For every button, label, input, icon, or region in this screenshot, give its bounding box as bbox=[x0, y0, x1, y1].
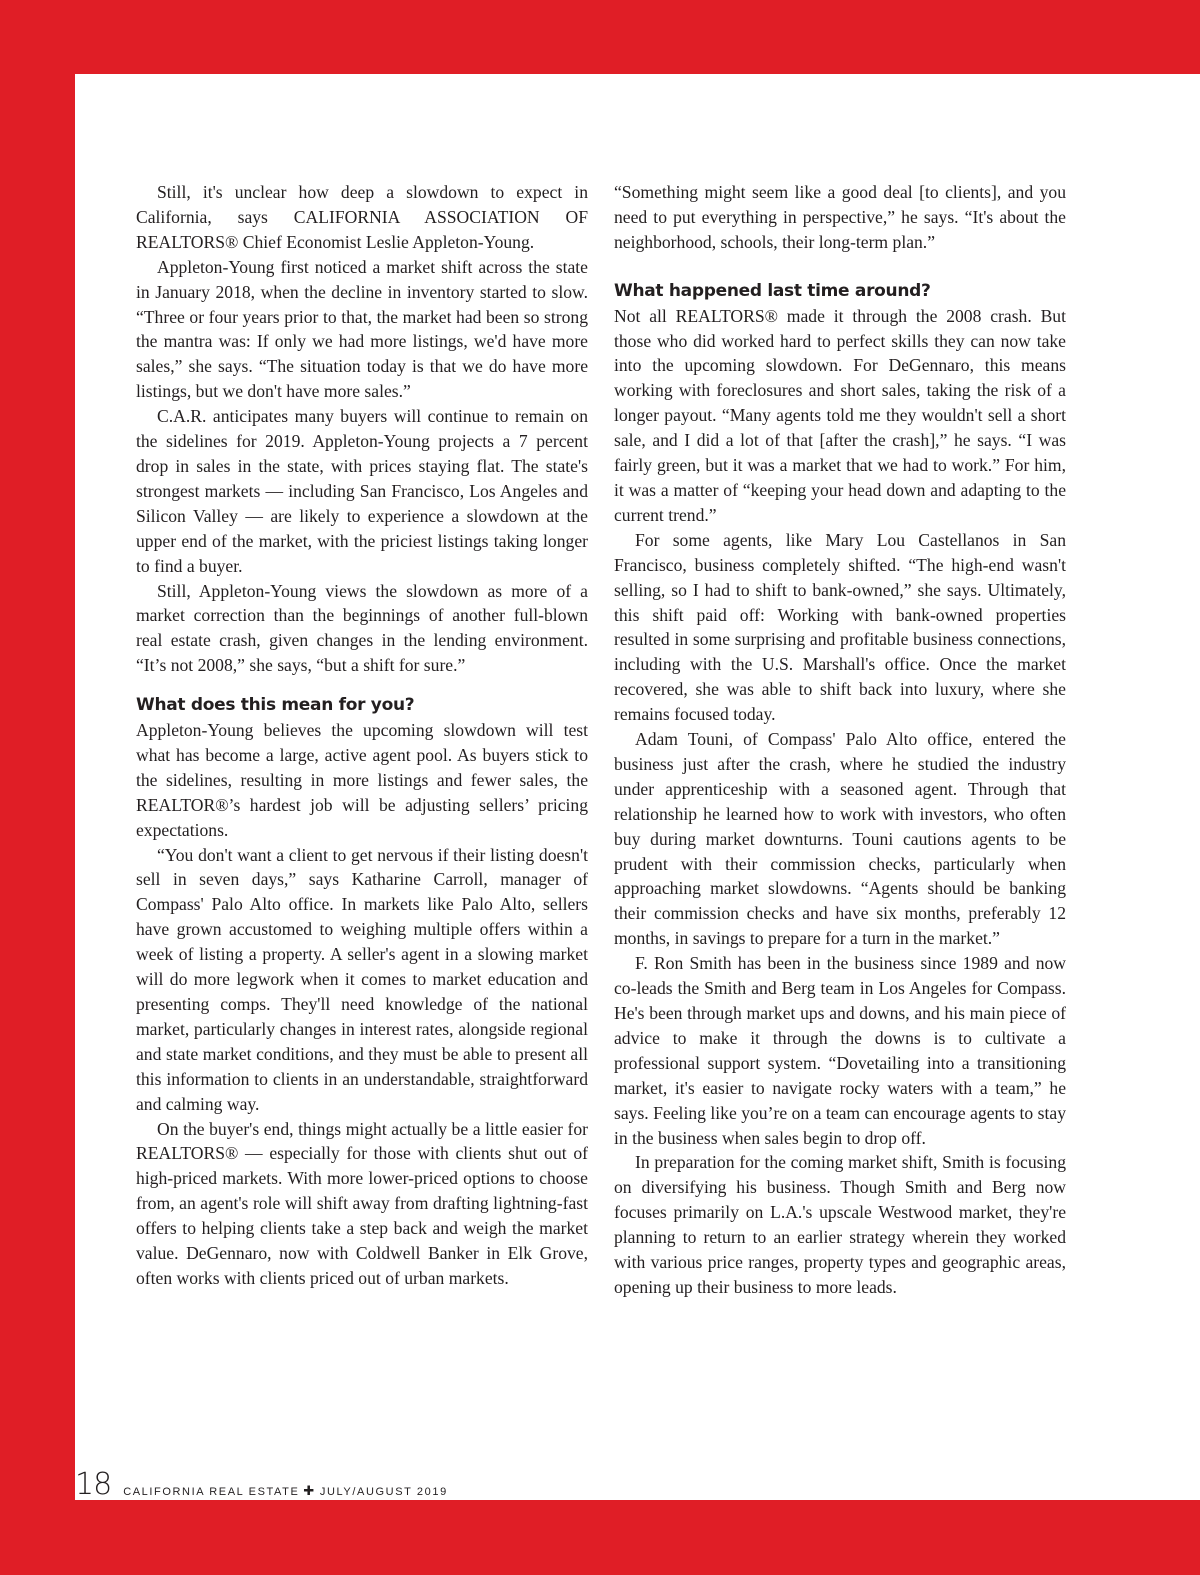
paragraph: Not all REALTORS® made it through the 2008 crash. But those who did worked hard to perfect skills they can now take into the upcoming slowdown. For DeGennaro, this means working with foreclosures and short sales, taking the risk of a longer payout. “Many agents told me they wouldn't sell a short sale, and I did a lot of that [after the crash],” he says. “I was fairly green, but it was a market that we had to work.” For him, it was a matter of “keeping your head down and adapting to the current trend.” bbox=[614, 305, 1066, 525]
publication-line bbox=[123, 1483, 448, 1499]
page-number: 18 bbox=[75, 1467, 112, 1502]
left-column bbox=[136, 180, 588, 1291]
paragraph: C.A.R. anticipates many buyers will continue to remain on the sidelines for 2019. Appleton-Young projects a 7 percent drop in sales in the state, with prices staying flat. The state's strongest markets — including San Francisco, Los Angeles and Silicon Valley — are likely to experience a slowdown at the upper end of the market, with the priciest listings taking longer to find a buyer. bbox=[136, 406, 588, 576]
paragraph: “Something might seem like a good deal [to clients], and you need to put everything in perspective,” he says. “It's about the neighborhood, schools, their long-term plan.” bbox=[614, 182, 1066, 252]
right-column bbox=[614, 180, 1066, 1300]
paragraph: On the buyer's end, things might actually be a little easier for REALTORS® — especially for those with clients shut out of high-priced markets. With more lower-priced options to choose from, an agent's role will shift away from drafting lightning-fast offers to helping clients take a step back and weigh the market value. DeGennaro, now with Coldwell Banker in Elk Grove, often works with clients priced out of urban markets. bbox=[136, 1118, 588, 1288]
magazine-page bbox=[75, 74, 1200, 1500]
publication-name: CALIFORNIA REAL ESTATE bbox=[123, 1486, 300, 1498]
paragraph: Adam Touni, of Compass' Palo Alto office, entered the business just after the crash, where he studied the industry under apprenticeship with a seasoned agent. Through that relationship he learned how to work with investors, who often buy during market downturns. Touni cautions agents to be prudent with their commission checks, particularly when approaching market slowdowns. “Agents should be banking their commission checks and have six months, preferably 12 months, in savings to prepare for a turn in the market.” bbox=[614, 729, 1066, 949]
paragraph: Still, Appleton-Young views the slowdown as more of a market correction than the beginnings of another full-blown real estate crash, given changes in the lending environment. “It’s not 2008,” she says, “but a shift for sure.” bbox=[136, 580, 588, 676]
paragraph: Still, it's unclear how deep a slowdown to expect in California, says CALIFORNIA ASSOCIATION OF REALTORS® Chief Economist Leslie Appleton-Young. bbox=[136, 182, 588, 252]
paragraph: Appleton-Young first noticed a market shift across the state in January 2018, when the decline in inventory started to slow. “Three or four years prior to that, the market had been so strong the mantra was: If only we had more listings, we'd have more sales,” she says. “The situation today is that we do have more listings, but we don't have more sales.” bbox=[136, 256, 588, 402]
paragraph: F. Ron Smith has been in the business since 1989 and now co-leads the Smith and Berg team in Los Angeles for Compass. He's been through market ups and downs, and his main piece of advice to make it through the downs is to cultivate a professional support system. “Dovetailing into a transitioning market, it's easier to navigate rocky waters with a team,” he says. Feeling like you’re on a team can encourage agents to stay in the business when sales begin to drop off. bbox=[614, 953, 1066, 1148]
page-footer bbox=[75, 1466, 448, 1500]
paragraph: Appleton-Young believes the upcoming slowdown will test what has become a large, active agent pool. As buyers stick to the sidelines, resulting in more listings and fewer sales, the REALTOR®’s hardest job will be adjusting sellers’ pricing expectations. bbox=[136, 720, 588, 840]
paragraph: In preparation for the coming market shift, Smith is focusing on diversifying his business. Though Smith and Berg now focuses primarily on L.A.'s upscale Westwood market, they're planning to return to an earlier strategy wherein they worked with various price ranges, property types and geographic areas, opening up their business to more leads. bbox=[614, 1152, 1066, 1297]
section-heading: What happened last time around? bbox=[614, 280, 931, 301]
issue-date: JULY/AUGUST 2019 bbox=[319, 1486, 448, 1498]
plus-icon: ✚ bbox=[303, 1483, 316, 1498]
paragraph: For some agents, like Mary Lou Castellanos in San Francisco, business completely shifted. “The high-end wasn't selling, so I had to shift to bank-owned,” she says. Ultimately, this shift paid off: Working with bank-owned properties resulted in some surprising and profitable business connections, including with the U.S. Marshall's office. Once the market recovered, she was able to shift back into luxury, where she remains focused today. bbox=[614, 529, 1066, 725]
paragraph: “You don't want a client to get nervous if their listing doesn't sell in seven days,” says Katharine Carroll, manager of Compass' Palo Alto office. In markets like Palo Alto, sellers have grown accustomed to weighing multiple offers within a week of listing a property. A seller's agent in a slowing market will do more legwork when it comes to market education and presenting comps. They'll need knowledge of the national market, particularly changes in interest rates, alongside regional and state market conditions, and they must be able to present all this information to clients in an understandable, straightforward and calming way. bbox=[136, 844, 588, 1114]
section-heading: What does this mean for you? bbox=[136, 695, 415, 716]
